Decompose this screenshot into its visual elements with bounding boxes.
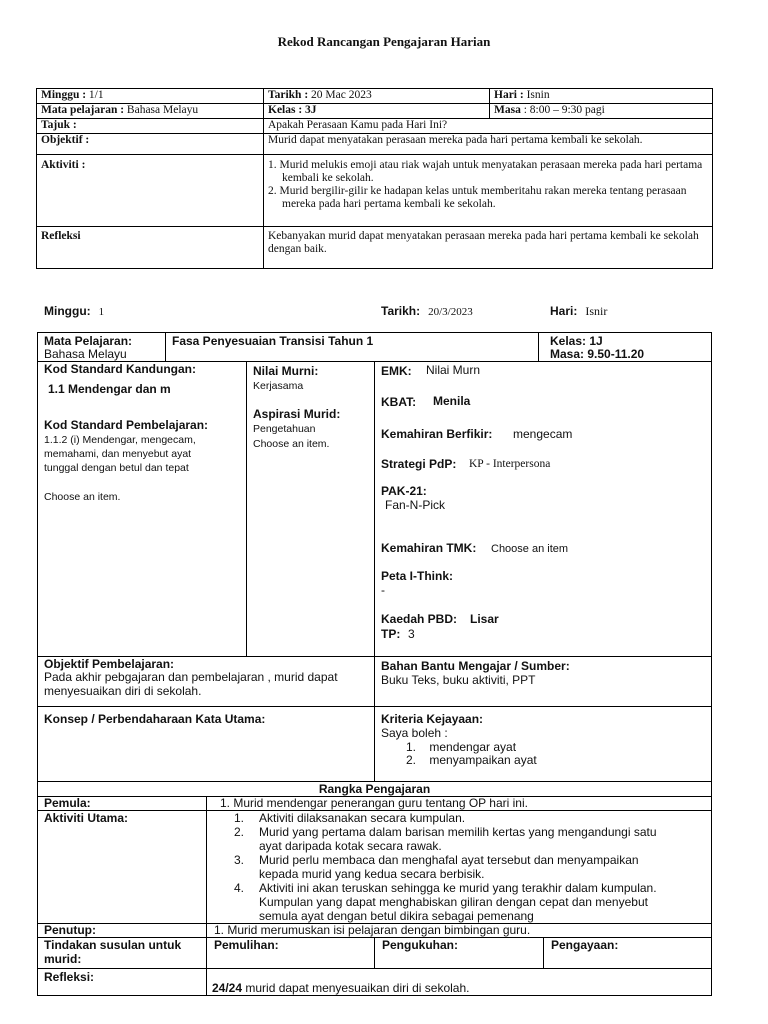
ithink-value: - bbox=[381, 583, 385, 597]
content-standard-label: Kod Standard Kandungan: bbox=[44, 362, 196, 376]
date-label: Tarikh: bbox=[381, 304, 421, 318]
remedial-label: Pemulihan: bbox=[214, 938, 279, 952]
ict-skill-dropdown[interactable]: Choose an item bbox=[491, 543, 569, 555]
list-item: 2. menyampaikan ayat bbox=[406, 753, 537, 767]
class-cell bbox=[264, 104, 490, 119]
activity-number: 1. bbox=[234, 811, 245, 825]
date-label: Tarikh : bbox=[268, 89, 309, 101]
pak21-label: PAK-21: bbox=[381, 484, 427, 498]
time-label: Masa: 9.50-11.20 bbox=[550, 347, 645, 361]
week-cell bbox=[37, 89, 264, 104]
objective-label: Objektif : bbox=[41, 134, 90, 146]
class-label: Kelas: 1J bbox=[550, 334, 603, 348]
subject-value: Bahasa Melayu bbox=[126, 104, 199, 116]
divider bbox=[543, 937, 544, 969]
follow-up-label: Tindakan susulan untuk bbox=[44, 938, 182, 952]
list-item: 2. Murid bergilir-gilir ke hadapan kelas untuk memberitahu rakan mereka tentang perasaan mereka pada hari pertama kembali ke sekolah. bbox=[268, 185, 687, 210]
ict-skill-label: Kemahiran TMK: bbox=[381, 541, 477, 555]
reflection-label: Refleksi bbox=[41, 230, 81, 242]
activity-line: kepada murid yang kedua secara berbisik. bbox=[259, 867, 485, 881]
day-value: Isnin bbox=[526, 89, 550, 101]
lesson-plan-table bbox=[37, 332, 712, 996]
content-standard-value: 1.1 Mendengar dan m bbox=[48, 382, 171, 396]
week-value: 1/1 bbox=[88, 89, 104, 101]
teaching-outline-title: Rangka Pengajaran bbox=[318, 782, 431, 796]
teaching-aids-value: Buku Teks, buku aktiviti, PPT bbox=[381, 673, 536, 687]
list-item: 1. mendengar ayat bbox=[406, 740, 517, 754]
week-label: Minggu: bbox=[44, 304, 91, 318]
activity-line: Kumpulan yang dapat menghabiskan giliran dengan cepat dan menyebut bbox=[259, 895, 648, 909]
subject-label: Mata Pelajaran: bbox=[44, 334, 133, 348]
activity-list bbox=[268, 159, 708, 211]
follow-up-label: murid: bbox=[44, 952, 82, 966]
time-value: : 8:00 – 9:30 pagi bbox=[523, 104, 605, 116]
choose-item-dropdown[interactable]: Choose an item. bbox=[44, 491, 121, 503]
learning-objective-line: Pada akhir pebgajaran dan pembelajaran , murid dapat bbox=[44, 670, 338, 684]
date-field bbox=[381, 304, 473, 318]
tp-value: 3 bbox=[408, 627, 415, 641]
reflection-label: Refleksi: bbox=[44, 970, 95, 984]
objective-value: Murid dapat menyatakan perasaan mereka pada hari pertama kembali ke sekolah. bbox=[264, 134, 713, 155]
week-value: 1 bbox=[98, 306, 105, 318]
pbd-value: Lisar bbox=[470, 612, 499, 626]
activity-label: Aktiviti : bbox=[41, 159, 86, 171]
time-cell bbox=[490, 104, 713, 119]
reflection-value bbox=[212, 981, 470, 995]
activity-label-cell bbox=[37, 155, 264, 227]
activity-number: 2. bbox=[234, 825, 245, 839]
concept-label: Konsep / Perbendaharaan Kata Utama: bbox=[44, 712, 266, 726]
main-activity-label: Aktiviti Utama: bbox=[44, 811, 129, 825]
aspiration-label: Aspirasi Murid: bbox=[253, 407, 341, 421]
opening-value: 1. Murid mendengar penerangan guru tentang OP hari ini. bbox=[220, 796, 528, 810]
topic-label-cell bbox=[37, 119, 264, 134]
date-value: 20 Mac 2023 bbox=[311, 89, 372, 101]
topic-value: Apakah Perasaan Kamu pada Hari Ini? bbox=[264, 119, 713, 134]
divider bbox=[374, 361, 375, 782]
daily-lesson-record-table bbox=[36, 88, 713, 269]
activity-line: Aktiviti dilaksanakan secara kumpulan. bbox=[259, 811, 466, 825]
week-label: Minggu : bbox=[41, 89, 87, 101]
thinking-skill-label: Kemahiran Berfikir: bbox=[381, 427, 493, 441]
divider bbox=[246, 361, 247, 657]
date-value: 20/3/2023 bbox=[428, 306, 473, 318]
subject-value: Bahasa Melayu bbox=[44, 347, 127, 361]
activity-cell bbox=[264, 155, 713, 227]
class-label: Kelas : 3J bbox=[268, 104, 317, 116]
topic-label: Tajuk : bbox=[41, 119, 77, 131]
closing-value: 1. Murid merumuskan isi pelajaran dengan bimbingan guru. bbox=[214, 923, 531, 937]
table-row bbox=[37, 155, 713, 227]
table-row bbox=[37, 89, 713, 104]
subject-label: Mata pelajaran : bbox=[41, 104, 125, 116]
divider bbox=[206, 796, 207, 996]
activity-line: Murid yang pertama dalam barisan memilih kertas yang mengandungi satu bbox=[259, 825, 657, 839]
divider bbox=[165, 333, 166, 362]
day-value: Isnir bbox=[585, 304, 608, 318]
table-row bbox=[37, 119, 713, 134]
learning-standard-label: Kod Standard Pembelajaran: bbox=[44, 418, 209, 432]
time-label: Masa bbox=[494, 104, 521, 116]
values-value: Kerjasama bbox=[253, 380, 304, 392]
activity-number: 4. bbox=[234, 881, 245, 895]
day-cell bbox=[490, 89, 713, 104]
table-row bbox=[37, 227, 713, 269]
list-item: 1. Murid melukis emoji atau riak wajah untuk menyatakan perasaan mereka pada hari pertama kembali ke sekolah. bbox=[268, 159, 703, 184]
opening-label: Pemula: bbox=[44, 796, 91, 810]
subject-cell bbox=[37, 104, 264, 119]
aspiration-value: Pengetahuan bbox=[253, 423, 316, 435]
enrichment-label: Pengayaan: bbox=[551, 938, 619, 952]
activity-line: Murid perlu membaca dan menghafal ayat tersebut dan menyampaikan bbox=[259, 853, 639, 867]
reflection-value: Kebanyakan murid dapat menyatakan perasaan mereka pada hari pertama kembali ke sekolah dengan baik. bbox=[264, 227, 713, 269]
reflection-text: murid dapat menyesuaikan diri di sekolah. bbox=[242, 981, 470, 995]
day-field bbox=[550, 304, 607, 319]
emk-label: EMK: bbox=[381, 364, 412, 378]
learning-standard-line: tunggal dengan betul dan tepat bbox=[44, 462, 189, 474]
table-row bbox=[37, 134, 713, 155]
ithink-label: Peta I-Think: bbox=[381, 569, 454, 583]
strategy-value: KP - Interpersona bbox=[469, 458, 551, 470]
tp-label: TP: bbox=[381, 627, 401, 641]
teaching-aids-label: Bahan Bantu Mengajar / Sumber: bbox=[381, 659, 570, 673]
choose-item-dropdown[interactable]: Choose an item. bbox=[253, 438, 330, 450]
learning-standard-line: 1.1.2 (i) Mendengar, mengecam, bbox=[44, 434, 196, 446]
divider bbox=[374, 937, 375, 969]
learning-objective-label: Objektif Pembelajaran: bbox=[44, 657, 175, 671]
activity-line: semula ayat dengan betul dikira sebagai pemenang bbox=[259, 909, 534, 923]
week-field bbox=[44, 304, 104, 318]
activity-line: ayat daripada kotak secara rawak. bbox=[259, 839, 442, 853]
reinforcement-label: Pengukuhan: bbox=[382, 938, 459, 952]
emk-value: Nilai Murn bbox=[426, 363, 481, 377]
learning-objective-line: menyesuaikan diri di sekolah. bbox=[44, 684, 202, 698]
learning-standard-line: memahami, dan menyebut ayat bbox=[44, 448, 192, 460]
divider bbox=[538, 333, 539, 362]
values-label: Nilai Murni: bbox=[253, 364, 319, 378]
success-criteria-label: Kriteria Kejayaan: bbox=[381, 712, 484, 726]
table-row bbox=[37, 104, 713, 119]
activity-line: Aktiviti ini akan teruskan sehingga ke murid yang terakhir dalam kumpulan. bbox=[259, 881, 657, 895]
closing-label: Penutup: bbox=[44, 923, 96, 937]
day-label: Hari : bbox=[494, 89, 524, 101]
success-criteria-intro: Saya boleh : bbox=[381, 726, 448, 740]
phase-title: Fasa Penyesuaian Transisi Tahun 1 bbox=[172, 334, 374, 348]
objective-label-cell bbox=[37, 134, 264, 155]
day-label: Hari: bbox=[550, 304, 578, 318]
date-cell bbox=[264, 89, 490, 104]
kbat-label: KBAT: bbox=[381, 395, 417, 409]
pak21-value: Fan-N-Pick bbox=[385, 498, 446, 512]
pbd-label: Kaedah PBD: bbox=[381, 612, 458, 626]
reflection-label-cell bbox=[37, 227, 264, 269]
reflection-count: 24/24 bbox=[212, 981, 243, 995]
document-title: Rekod Rancangan Pengajaran Harian bbox=[277, 34, 491, 49]
thinking-skill-value: mengecam bbox=[513, 427, 573, 441]
strategy-label: Strategi PdP: bbox=[381, 457, 457, 471]
kbat-value: Menila bbox=[433, 394, 471, 408]
activity-number: 3. bbox=[234, 853, 245, 867]
